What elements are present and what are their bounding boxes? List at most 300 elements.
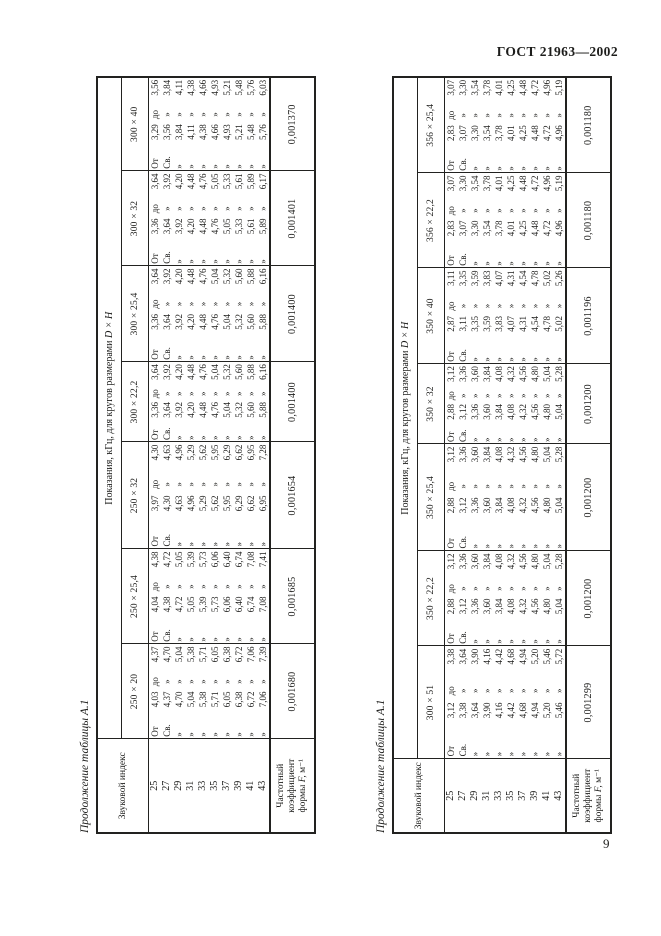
range-prefix: » [541,543,552,549]
range-line [541,269,553,364]
range-line [233,363,245,442]
range-separator: » [257,301,268,307]
range-separator: » [529,484,540,489]
range-line [257,172,269,266]
range-prefix: » [245,259,256,264]
range-prefix: » [257,732,268,737]
range-cell [245,549,257,644]
range-value-low: 6,05 [221,691,232,708]
range-value-low: 6,06 [221,596,232,613]
size-header-cell: 300 × 22,2 [121,362,148,442]
range-separator: » [541,586,552,591]
range-cell [173,644,185,739]
range-value-high: 3,38 [445,648,456,665]
range-value-high: 4,76 [197,268,208,285]
range-value-low: 3,92 [173,314,184,330]
range-prefix: » [185,435,196,440]
range-separator: » [517,303,528,309]
range-prefix: » [517,166,528,171]
range-separator: » [493,303,504,309]
range-line [221,267,233,362]
range-value-high: 3,30 [457,79,468,96]
range-value-high: 6,16 [257,364,268,380]
range-value-low: 5,48 [245,124,256,140]
range-line [493,445,505,551]
range-prefix: От [445,351,456,362]
range-cell [221,266,233,362]
range-value-high: 3,84 [481,446,492,463]
range-line [517,647,529,759]
range-cell [173,549,185,644]
range-cell [245,77,257,171]
range-value-high: 7,06 [245,646,256,663]
range-separator: » [173,679,184,684]
range-line [161,78,173,171]
range-cell [185,77,197,171]
range-value-high: 4,32 [505,366,516,382]
range-cell [469,173,481,268]
range-cell [185,549,197,644]
range-line [505,78,517,173]
span-header-dxh: D × H [399,321,411,349]
range-value-high: 4,16 [481,648,492,665]
range-separator: » [529,586,540,591]
range-value-high: 4,72 [161,551,172,568]
range-value-high: 6,40 [221,551,232,568]
sound-index-cell: 33 [493,759,505,833]
range-prefix: » [221,732,232,737]
range-prefix: » [517,639,528,644]
range-prefix: » [469,357,480,362]
range-value-low: 5,02 [553,316,564,332]
range-cell [505,646,517,759]
range-cell [233,442,245,549]
range-line [185,550,197,644]
range-separator: » [457,484,468,489]
range-value-low: 5,21 [233,124,244,140]
range-value-low: 4,32 [517,404,528,420]
range-prefix: Св. [457,253,468,266]
range-value-high: 6,95 [245,444,256,461]
range-separator: » [257,112,268,117]
range-value-low: 4,01 [505,125,516,142]
range-value-low: 4,11 [185,124,196,140]
range-line [481,647,493,759]
range-prefix: » [197,732,208,737]
size-header-cell: 350 × 25,4 [417,444,444,551]
range-value-low: 4,03 [149,691,160,708]
range-prefix: » [493,639,504,644]
range-cell [469,646,481,759]
range-line [541,647,553,759]
range-separator: » [245,112,256,117]
range-separator: до [445,301,456,311]
range-separator: » [553,586,564,591]
range-separator: » [173,482,184,487]
range-line [161,363,173,442]
range-line [469,174,481,268]
range-separator: » [173,301,184,307]
range-value-high: 4,94 [517,648,528,665]
range-prefix: » [469,639,480,644]
range-prefix: » [245,637,256,642]
range-cell [553,77,566,173]
range-cell [481,77,493,173]
range-cell [173,171,185,266]
range-cell [493,444,505,551]
range-line [493,552,505,646]
range-separator: » [481,208,492,213]
range-prefix: » [173,637,184,642]
range-separator: » [493,688,504,694]
range-cell [541,646,553,759]
size-header-cell: 250 × 32 [121,442,148,549]
range-line [553,269,565,364]
range-cell [493,268,505,364]
range-cell [148,266,161,362]
range-prefix: » [517,357,528,362]
range-value-high: 4,70 [161,646,172,663]
range-prefix: » [505,543,516,549]
range-separator: » [481,688,492,694]
range-cell [529,173,541,268]
range-line [197,267,209,362]
range-value-high: 4,96 [541,175,552,192]
range-line [469,78,481,173]
range-cell [481,173,493,268]
range-value-low: 3,56 [161,124,172,140]
coefficient-row [566,77,611,833]
range-prefix: » [541,166,552,171]
range-separator: » [505,113,516,118]
range-line [185,78,197,171]
range-value-high: 7,41 [257,551,268,568]
range-line [469,445,481,551]
range-line [529,174,541,268]
coefficient-row [270,77,315,833]
range-value-high: 4,96 [173,444,184,461]
range-cell [469,268,481,364]
range-value-low: 5,33 [233,218,244,235]
range-value-high: 5,19 [553,175,564,192]
range-value-low: 3,36 [149,218,160,235]
range-cell [469,444,481,551]
range-separator: » [209,584,220,589]
range-separator: » [457,586,468,591]
range-separator: » [185,584,196,589]
range-prefix: » [185,164,196,169]
range-cell [221,549,233,644]
coefficient-label-line [298,740,309,833]
range-value-low: 4,76 [209,402,220,418]
range-value-high: 4,66 [197,79,208,96]
range-line [197,550,209,644]
coefficient-label-line: коэффициент [286,758,297,813]
range-separator: до [445,584,456,594]
range-prefix: » [493,166,504,171]
range-separator: » [197,112,208,117]
range-line [233,78,245,171]
range-prefix: » [541,751,552,757]
range-separator: » [221,584,232,589]
range-value-low: 5,76 [257,124,268,140]
range-cell [541,444,553,551]
range-value-high: 5,48 [233,79,244,96]
range-value-high: 5,04 [209,364,220,380]
coefficient-label-prefix: формы [593,792,604,823]
range-line [517,365,529,444]
range-cell [457,77,469,173]
coefficient-value-cell: 0,001180 [566,173,611,268]
range-prefix: Св. [457,429,468,442]
range-separator: » [469,393,480,398]
sound-index-cell: 37 [517,759,529,833]
range-prefix: » [493,261,504,266]
range-cell [529,646,541,759]
range-line [221,78,233,171]
range-value-high: 5,89 [245,173,256,190]
range-value-high: 5,33 [221,173,232,190]
range-cell [257,77,270,171]
range-cell [529,364,541,444]
range-value-low: 5,95 [221,495,232,512]
range-value-low: 4,68 [517,702,528,719]
range-line [173,443,185,549]
range-cell [505,77,517,173]
range-separator: » [541,303,552,309]
range-line [209,172,221,266]
range-line [517,552,529,646]
range-prefix: » [197,355,208,360]
range-value-high: 5,62 [197,444,208,461]
range-value-low: 4,30 [161,495,172,512]
range-line [221,550,233,644]
coefficient-value-cell: 0,001685 [270,549,315,644]
range-prefix: » [481,166,492,171]
range-cell [197,77,209,171]
range-separator: до [149,110,160,120]
range-separator: » [529,393,540,398]
range-line [457,552,469,646]
sound-index-cell: 27 [457,759,469,833]
range-value-high: 5,04 [209,268,220,285]
range-cell [197,266,209,362]
frequency-readings-table [96,76,316,834]
range-value-high: 3,59 [469,270,480,287]
range-value-high: 4,48 [517,79,528,96]
range-separator: » [221,112,232,117]
range-prefix: » [233,732,244,737]
range-cell [493,173,505,268]
range-separator: » [209,482,220,487]
range-prefix: » [529,437,540,442]
range-cell [444,173,457,268]
range-value-low: 4,48 [529,220,540,237]
range-line [457,174,469,268]
range-prefix: » [245,541,256,547]
range-value-high: 4,08 [493,366,504,382]
sound-index-cell: 39 [233,739,245,833]
range-line [233,267,245,362]
range-line [197,443,209,549]
range-prefix: » [233,435,244,440]
range-separator: до [149,582,160,592]
range-line [529,647,541,759]
range-cell [469,364,481,444]
coefficient-value-cell: 0,001200 [566,444,611,551]
range-separator: » [257,679,268,684]
range-value-high: 5,88 [245,364,256,380]
range-value-high: 7,28 [257,444,268,461]
range-separator: до [149,479,160,489]
range-value-high: 3,54 [469,175,480,192]
range-cell [517,268,529,364]
range-prefix: » [233,259,244,264]
range-cell [553,444,566,551]
range-cell [469,77,481,173]
range-line [505,647,517,759]
range-separator: » [209,206,220,211]
range-value-low: 6,74 [245,596,256,613]
range-value-low: 3,36 [469,404,480,420]
range-cell [553,646,566,759]
table-body [97,77,315,833]
range-separator: » [185,206,196,211]
range-cell [209,266,221,362]
range-value-high: 5,21 [221,79,232,96]
range-value-low: 5,05 [221,218,232,235]
range-value-low: 5,32 [233,402,244,418]
range-value-high: 5,29 [185,444,196,461]
range-line [185,363,197,442]
range-cell [209,549,221,644]
range-line [541,552,553,646]
range-value-low: 5,60 [245,402,256,418]
range-separator: » [209,301,220,307]
range-line [517,78,529,173]
range-cell [209,362,221,442]
range-value-high: 4,54 [517,270,528,287]
sound-index-cell: 31 [185,739,197,833]
range-separator: » [493,393,504,398]
coefficient-value-cell: 0,001200 [566,364,611,444]
range-separator: » [529,208,540,213]
range-value-low: 6,95 [257,495,268,512]
range-cell [257,644,270,739]
range-line [209,645,221,739]
range-prefix: » [529,357,540,362]
range-cell [245,171,257,266]
range-line [553,647,565,759]
range-value-low: 4,63 [173,495,184,512]
range-separator: » [469,586,480,591]
range-prefix: » [505,166,516,171]
range-cell [505,444,517,551]
range-value-low: 3,11 [457,316,468,332]
range-value-low: 4,70 [173,691,184,708]
range-line [257,267,269,362]
data-row [209,77,221,833]
coefficient-value-cell: 0,001400 [270,266,315,362]
range-prefix: От [445,633,456,644]
range-value-high: 5,38 [185,646,196,663]
range-line [221,363,233,442]
header-row-1 [393,77,417,833]
range-cell [517,551,529,646]
range-line [233,172,245,266]
range-separator: до [149,299,160,309]
range-cell [553,268,566,364]
range-separator: » [457,393,468,398]
range-value-high: 4,56 [517,366,528,382]
range-line [517,445,529,551]
range-line [505,552,517,646]
range-value-low: 3,90 [481,702,492,719]
range-value-high: 4,31 [505,270,516,287]
range-separator: » [185,482,196,487]
range-separator: » [469,208,480,213]
range-separator: » [517,586,528,591]
sound-index-cell: 35 [505,759,517,833]
range-prefix: От [149,631,160,642]
range-prefix: Св. [161,347,172,360]
range-cell [221,77,233,171]
range-prefix: » [209,355,220,360]
range-separator: » [457,208,468,213]
range-cell [541,364,553,444]
range-prefix: Св. [457,535,468,549]
range-separator: » [553,303,564,309]
range-cell [493,77,505,173]
range-separator: » [185,301,196,307]
range-value-low: 4,54 [529,316,540,332]
range-line [149,550,161,644]
range-line [469,269,481,364]
range-prefix: » [469,543,480,549]
range-prefix: » [529,166,540,171]
range-value-high: 4,63 [161,444,172,461]
range-cell [161,171,173,266]
range-value-high: 3,84 [161,79,172,96]
range-value-high: 4,20 [173,268,184,285]
range-prefix: » [505,639,516,644]
range-value-low: 5,60 [245,314,256,330]
range-cell [209,644,221,739]
range-value-low: 5,73 [209,596,220,613]
rotated-table-continuation-2 [374,78,609,834]
range-line [209,550,221,644]
range-line [529,365,541,444]
range-value-low: 2,87 [445,316,456,332]
range-value-low: 3,78 [493,220,504,237]
range-cell [148,77,161,171]
coefficient-value-cell: 0,001370 [270,77,315,171]
range-cell [197,171,209,266]
range-cell [233,77,245,171]
range-value-low: 3,60 [481,598,492,615]
range-value-low: 5,89 [257,218,268,235]
data-row [245,77,257,833]
range-cell [517,364,529,444]
range-value-high: 4,96 [541,79,552,96]
range-value-low: 4,08 [505,497,516,514]
range-prefix: Св. [161,156,172,169]
range-cell [221,442,233,549]
range-value-low: 4,72 [541,220,552,237]
range-value-low: 3,92 [173,402,184,418]
range-prefix: » [221,541,232,547]
data-row [469,77,481,833]
